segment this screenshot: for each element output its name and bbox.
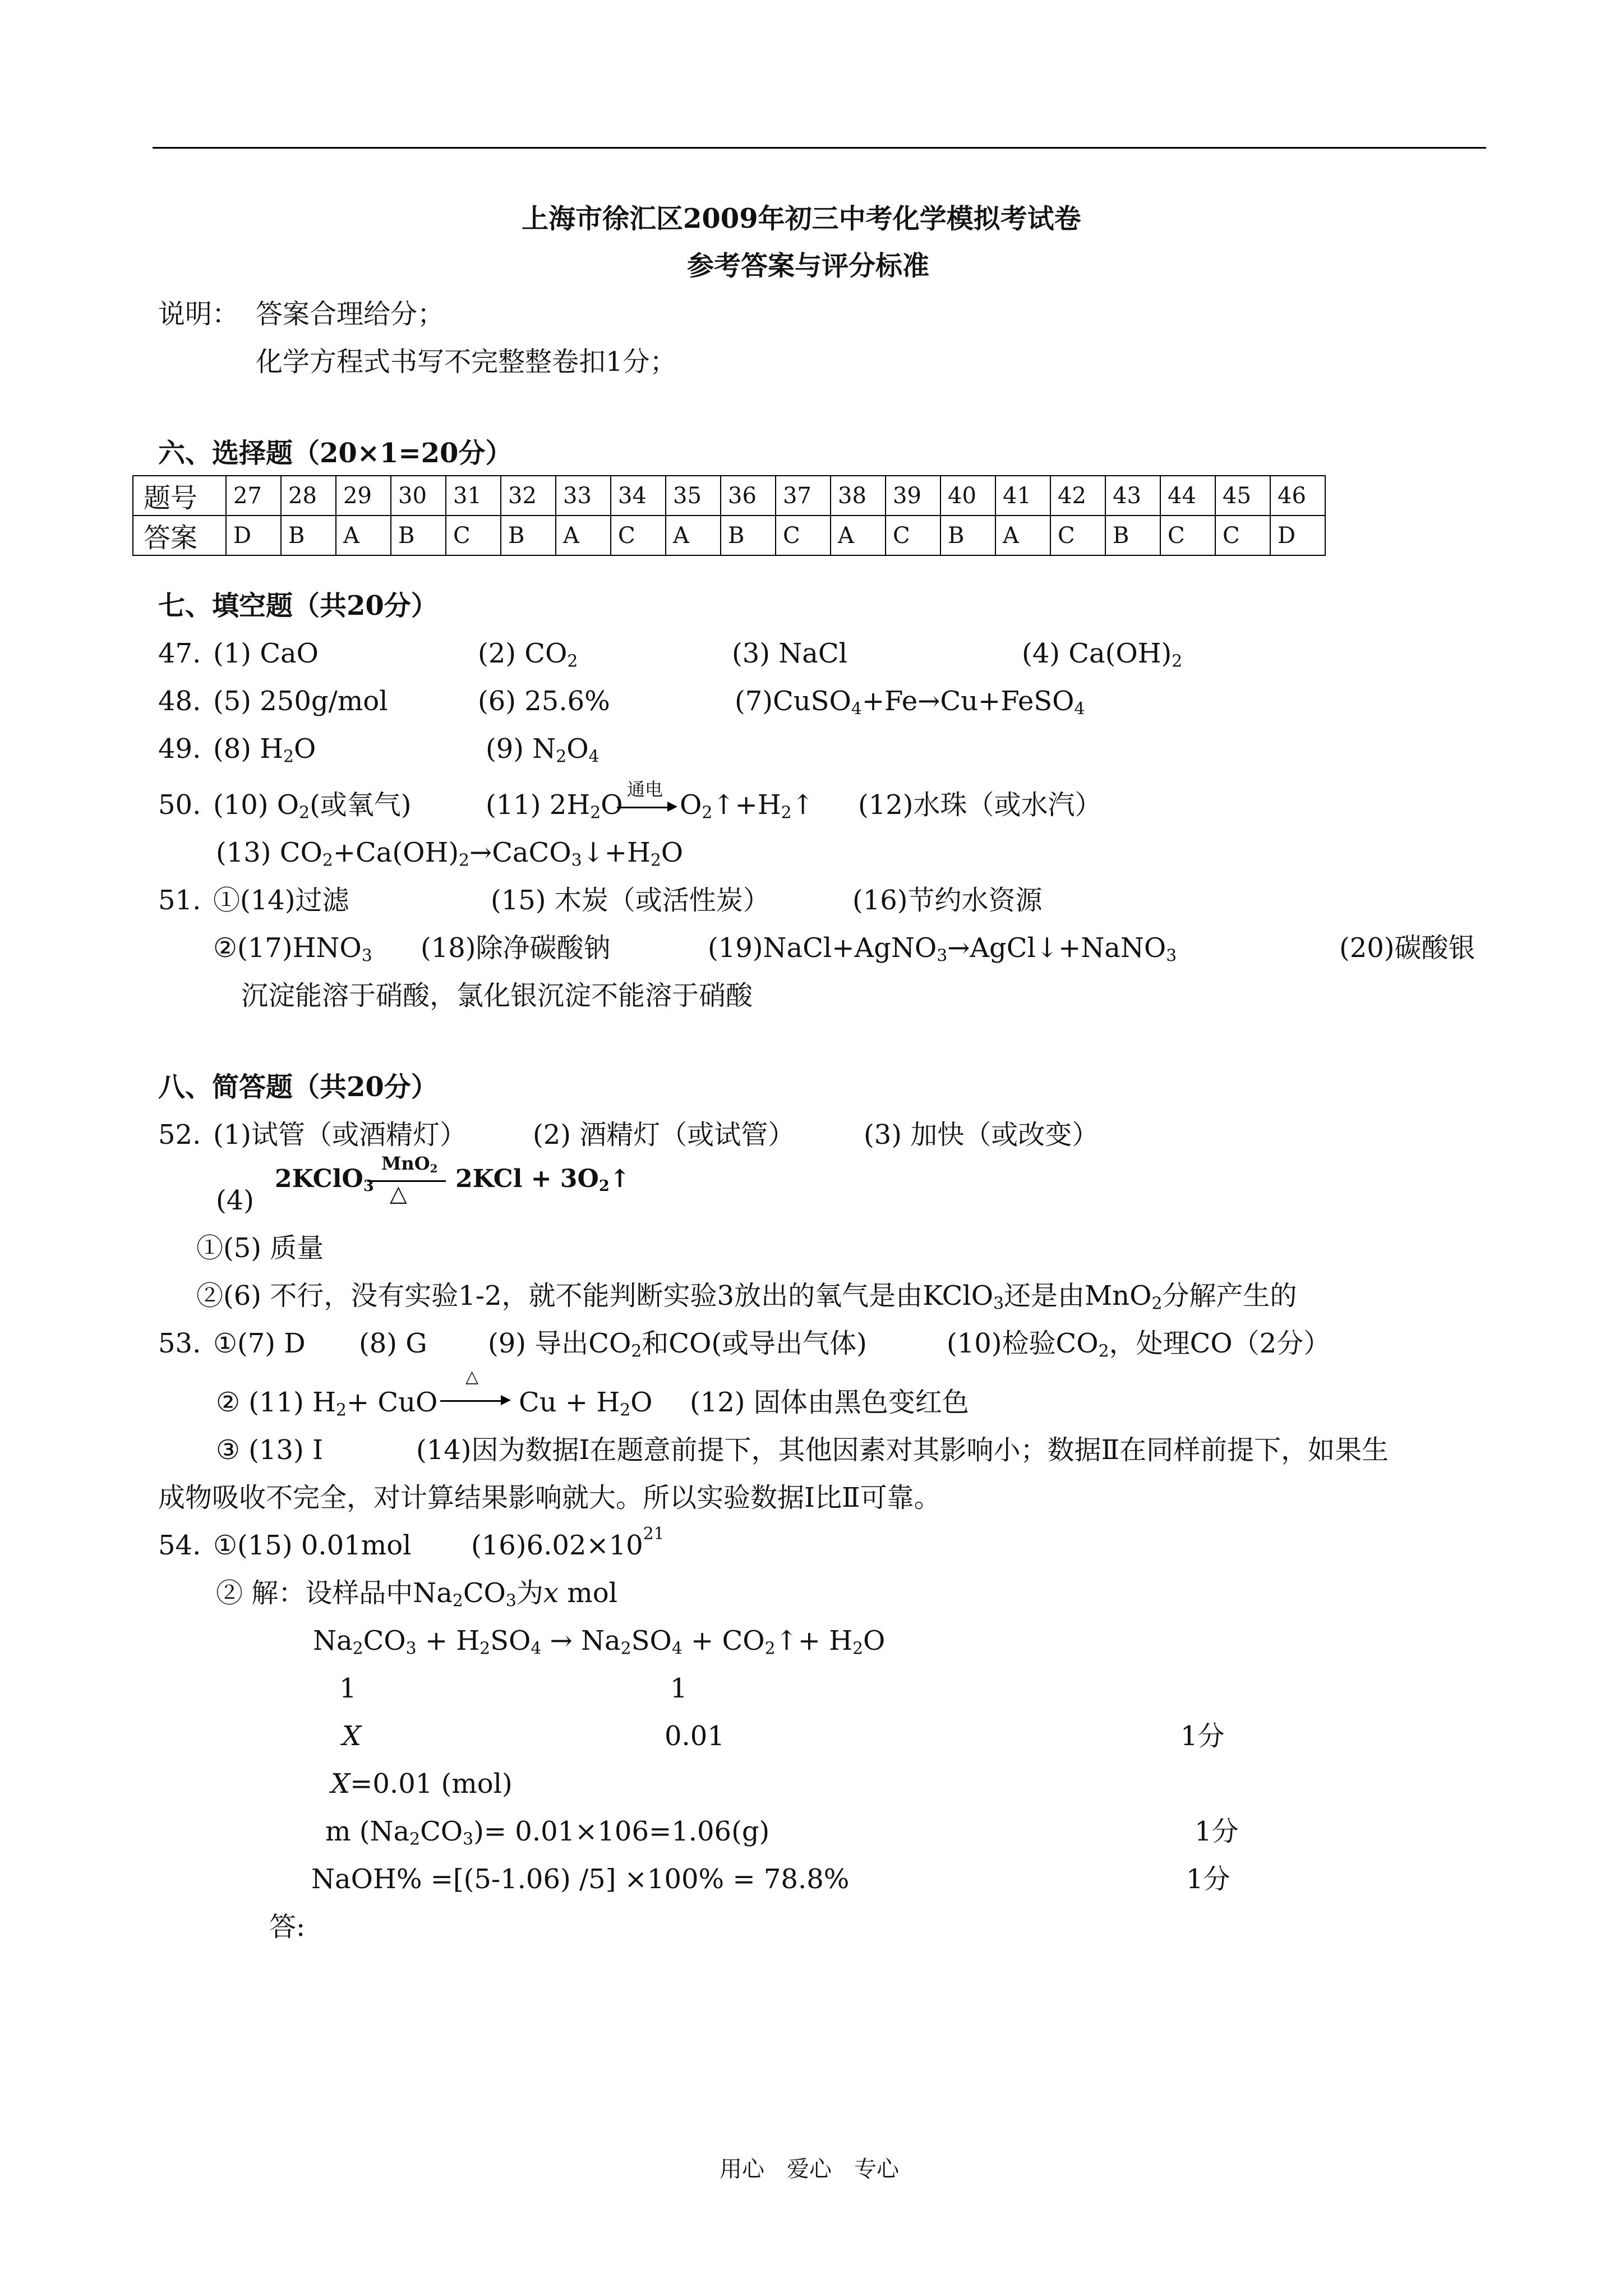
q50-text: O	[680, 789, 702, 821]
q53-answer-11	[216, 1386, 437, 1427]
q50-text: ↑	[791, 789, 814, 821]
subscript: 2	[283, 747, 294, 767]
table-cell: 36	[721, 476, 776, 516]
subscript: 3	[505, 1591, 517, 1611]
subscript: 3	[363, 1176, 374, 1195]
subscript: 3	[1166, 946, 1177, 966]
q54-mass	[325, 1815, 769, 1856]
q54-text: =0.01 (mol)	[350, 1768, 513, 1800]
q54-text: O	[863, 1625, 886, 1657]
row-head-answer: 答案	[133, 516, 226, 555]
q51-answer-14: ①(14)过滤	[213, 885, 349, 916]
q54-text: Na	[581, 1625, 621, 1657]
arrow-icon: →	[947, 932, 970, 964]
table-cell: B	[501, 516, 556, 555]
section-7-heading: 七、填空题（共20分）	[158, 590, 438, 622]
q53-answer-13: ③ (13) I	[216, 1434, 324, 1466]
q49-number: 49.	[158, 733, 201, 765]
section-6-heading: 六、选择题（20×1=20分）	[158, 438, 513, 469]
catalyst-label	[381, 1153, 437, 1175]
table-cell: 39	[886, 476, 940, 516]
ratio-1-right: 1	[670, 1673, 688, 1704]
table-cell: 34	[611, 476, 666, 516]
q50-number: 50.	[158, 789, 201, 821]
table-cell: 44	[1160, 476, 1215, 516]
condition-label: 通电	[627, 779, 663, 800]
arrow-icon	[667, 802, 677, 812]
subscript: 2	[567, 651, 578, 671]
subscript: 2	[322, 850, 333, 871]
q47-answer-2	[478, 637, 578, 678]
table-cell: C	[886, 516, 940, 555]
table-cell: 41	[995, 476, 1050, 516]
q51-answer-18: (18)除净碳酸钠	[421, 932, 611, 964]
table-cell: C	[776, 516, 831, 555]
heat-triangle-icon: △	[465, 1367, 479, 1387]
q54-naoh: NaOH% =[(5-1.06) /5] ×100% = 78.8%	[311, 1864, 850, 1895]
q54-answer-label: 答:	[269, 1911, 306, 1943]
q54-solution-setup	[216, 1576, 617, 1618]
q51-answer-20-cont: 沉淀能溶于硝酸，氯化银沉淀不能溶于硝酸	[241, 980, 753, 1011]
q53-text: O	[630, 1387, 653, 1418]
table-cell: B	[1105, 516, 1160, 555]
table-cell: A	[995, 516, 1050, 555]
q49-text: O	[294, 733, 316, 765]
q47-answer-2-text: (2) CO	[478, 638, 568, 669]
subscript: 2	[479, 1639, 491, 1659]
q48-eq-part: +Fe	[861, 685, 918, 717]
q50-text: (11) 2H	[486, 789, 591, 821]
multiple-choice-table	[132, 475, 1326, 556]
q51-text: AgCl↓+NaNO	[970, 932, 1166, 964]
q53-number: 53.	[158, 1328, 201, 1359]
q54-text: (16)6.02×10	[471, 1530, 643, 1561]
q47-answer-4	[1022, 637, 1182, 678]
q49-answer-9	[486, 732, 599, 774]
table-cell: 40	[940, 476, 995, 516]
subscript: 4	[851, 699, 862, 719]
arrow-icon: →	[917, 685, 940, 717]
section-8-heading: 八、简答题（共20分）	[158, 1071, 438, 1103]
q54-equation	[313, 1624, 885, 1665]
q54-text: m (Na	[325, 1816, 410, 1847]
table-cell: 46	[1270, 476, 1325, 516]
q54-text: CO	[420, 1816, 463, 1847]
arrow-icon: →	[469, 837, 492, 868]
q54-number: 54.	[158, 1530, 201, 1561]
subscript: 2	[650, 850, 661, 871]
note-1: 答案合理给分；	[256, 298, 445, 330]
q53-text: Cu + H	[519, 1387, 620, 1418]
q52-answer-6	[196, 1279, 1297, 1320]
q52-equation-right	[455, 1162, 630, 1203]
table-cell: A	[336, 516, 391, 555]
score-2: 1分	[1195, 1816, 1239, 1847]
q53-answer-7: ①(7) D	[213, 1328, 306, 1359]
subscript: 2	[620, 1639, 631, 1659]
table-cell: 37	[776, 476, 831, 516]
q50-text: +Ca(OH)	[333, 837, 459, 868]
q54-text: )= 0.01×106=1.06(g)	[473, 1816, 770, 1847]
q51-answer-17	[213, 931, 372, 973]
eq-text: MnO	[381, 1153, 430, 1174]
ratio-2-left: X	[342, 1720, 362, 1752]
ratio-2-right: 0.01	[665, 1720, 725, 1752]
score-1: 1分	[1181, 1720, 1225, 1752]
q52-number: 52.	[158, 1119, 201, 1151]
note-2: 化学方程式书写不完整整卷扣1分；	[256, 346, 677, 378]
q50-answer-11	[486, 788, 623, 830]
subscript: 2	[299, 803, 310, 823]
superscript: 21	[643, 1524, 665, 1544]
subscript: 2	[409, 1829, 421, 1849]
q50-text: (10) O	[213, 789, 299, 821]
q50-text: O	[661, 837, 684, 868]
q53-text: (9) 导出CO	[488, 1328, 631, 1359]
subscript: 3	[463, 1829, 474, 1849]
subscript: 2	[1151, 1294, 1163, 1314]
q52-answer-1: (1)试管（或酒精灯）	[213, 1119, 467, 1151]
subscript: 2	[631, 1341, 642, 1361]
q53-answer-14-cont: 成物吸收不完全，对计算结果影响就大。所以实验数据Ⅰ比Ⅱ可靠。	[158, 1482, 941, 1513]
q54-text: + H	[416, 1625, 480, 1657]
table-cell: A	[556, 516, 611, 555]
q51-answer-19	[708, 931, 1177, 973]
table-row	[133, 476, 1325, 516]
variable-x: x	[543, 1577, 559, 1609]
top-rule	[153, 147, 1486, 149]
table-cell: 35	[666, 476, 721, 516]
q50-text: CaCO	[492, 837, 571, 868]
table-cell: 43	[1105, 476, 1160, 516]
table-cell: 27	[226, 476, 281, 516]
q50-text: ↑+H	[712, 789, 781, 821]
q52-answer-4-label: (4)	[216, 1185, 254, 1216]
q52-text: ②(6) 不行，没有实验1-2，就不能判断实验3放出的氧气是由KClO	[196, 1280, 994, 1312]
subscript: 2	[1172, 651, 1183, 671]
q52-equation-left	[275, 1162, 374, 1203]
q49-text: (8) H	[213, 733, 284, 765]
q52-answer-2: (2) 酒精灯（或试管）	[533, 1119, 795, 1151]
subscript: 2	[620, 1400, 631, 1420]
q54-x-value: X=0.01 (mol)	[331, 1768, 513, 1800]
subscript: 2	[590, 803, 601, 823]
subscript: 2	[764, 1639, 776, 1659]
q54-answer-16	[471, 1524, 665, 1562]
q54-text: SO	[490, 1625, 531, 1657]
q52-text: 分解产生的	[1162, 1280, 1297, 1312]
subscript: 2	[852, 1639, 864, 1659]
q54-text: CO	[363, 1625, 406, 1657]
table-row	[133, 516, 1325, 555]
q52-answer-3: (3) 加快（或改变）	[864, 1119, 1099, 1151]
table-cell: 42	[1050, 476, 1105, 516]
eq-text: 2KClO	[275, 1165, 363, 1193]
q51-text: (19)NaCl+AgNO	[708, 932, 937, 964]
subscript: 4	[671, 1639, 683, 1659]
table-cell: 38	[831, 476, 886, 516]
q50-products	[680, 788, 814, 830]
q48-answer-7	[735, 684, 1085, 726]
table-cell: 31	[446, 476, 501, 516]
q53-answer-14: (14)因为数据Ⅰ在题意前提下，其他因素对其影响小；数据Ⅱ在同样前提下，如果生	[416, 1434, 1389, 1466]
q54-text: mol	[567, 1577, 617, 1609]
table-cell: A	[831, 516, 886, 555]
q53-answer-8: (8) G	[359, 1328, 427, 1359]
table-cell: 33	[556, 476, 611, 516]
q54-text: + CO	[682, 1625, 765, 1657]
subscript: 2	[781, 803, 792, 823]
eq-text: 2KCl + 3O	[455, 1165, 599, 1193]
q52-answer-5: ①(5) 质量	[196, 1232, 324, 1264]
row-head-number: 题号	[133, 476, 226, 516]
table-cell: B	[940, 516, 995, 555]
q50-answer-10	[213, 788, 412, 830]
q50-text: ↓+H	[582, 837, 651, 868]
table-cell: 45	[1215, 476, 1270, 516]
table-cell: A	[666, 516, 721, 555]
q47-answer-3: (3) NaCl	[732, 638, 847, 669]
q53-text: + CuO	[346, 1387, 438, 1418]
table-cell: C	[1160, 516, 1215, 555]
subscript: 2	[556, 747, 567, 767]
q50-text: (13) CO	[216, 837, 322, 868]
q48-eq-part: Cu+FeSO	[940, 685, 1075, 717]
heat-triangle-icon: △	[390, 1181, 407, 1207]
q48-answer-6: (6) 25.6%	[478, 685, 610, 717]
q48-number: 48.	[158, 685, 201, 717]
q47-number: 47.	[158, 638, 201, 669]
q54-text: CO	[463, 1577, 506, 1609]
subscript: 2	[702, 803, 713, 823]
subscript: 2	[430, 1161, 438, 1175]
q53-text: 和CO(或导出气体)	[642, 1328, 867, 1359]
table-cell: 30	[391, 476, 446, 516]
table-cell: 28	[281, 476, 336, 516]
q50-answer-13	[216, 836, 683, 877]
q54-text: 为	[516, 1577, 543, 1609]
table-cell: B	[721, 516, 776, 555]
q50-text: O	[601, 789, 623, 821]
title-sub: 参考答案与评分标准	[687, 250, 930, 282]
q51-answer-15: (15) 木炭（或活性炭）	[491, 885, 770, 916]
subscript: 2	[1098, 1341, 1109, 1361]
q54-text: SO	[631, 1625, 672, 1657]
table-cell: B	[281, 516, 336, 555]
q48-answer-5: (5) 250g/mol	[213, 685, 388, 717]
eq-text: ↑	[609, 1165, 630, 1193]
ratio-1-left: 1	[339, 1673, 357, 1704]
q51-answer-20: (20)碳酸银	[1339, 932, 1476, 964]
q51-text: ②(17)HNO	[213, 932, 362, 964]
q48-eq-part: (7)CuSO	[735, 685, 851, 717]
subscript: 3	[405, 1639, 417, 1659]
subscript: 4	[1074, 699, 1085, 719]
q47-answer-4-text: (4) Ca(OH)	[1022, 638, 1172, 669]
table-cell: 29	[336, 476, 391, 516]
subscript: 3	[937, 946, 948, 966]
q53-products	[519, 1386, 653, 1427]
subscript: 2	[459, 850, 469, 871]
subscript: 2	[452, 1591, 463, 1611]
q52-text: 还是由MnO	[1004, 1280, 1152, 1312]
subscript: 3	[993, 1294, 1004, 1314]
q50-text: (或氧气)	[310, 789, 412, 821]
q51-answer-16: (16)节约水资源	[852, 885, 1043, 916]
q49-text: (9) N	[486, 733, 556, 765]
note-label: 说明：	[158, 298, 239, 330]
reaction-arrow	[617, 807, 668, 808]
reaction-arrow	[440, 1400, 502, 1402]
subscript: 4	[588, 747, 600, 767]
subscript: 4	[531, 1639, 542, 1659]
q54-text: ② 解：设样品中Na	[216, 1577, 453, 1609]
q53-text: ，处理CO（2分）	[1109, 1328, 1331, 1359]
subscript: 2	[335, 1400, 347, 1420]
q54-answer-15: ①(15) 0.01mol	[213, 1530, 412, 1561]
table-cell: C	[1215, 516, 1270, 555]
subscript: 2	[352, 1639, 363, 1659]
q47-answer-1: (1) CaO	[213, 638, 319, 669]
title-main: 上海市徐汇区2009年初三中考化学模拟考试卷	[522, 203, 1081, 234]
subscript: 2	[598, 1176, 610, 1195]
table-cell: D	[1270, 516, 1325, 555]
score-3: 1分	[1186, 1864, 1230, 1895]
q53-answer-10	[947, 1327, 1330, 1368]
q53-answer-9	[488, 1327, 867, 1368]
page-footer: 用心 爱心 专心	[720, 2156, 899, 2182]
q54-text: ↑+ H	[775, 1625, 853, 1657]
q51-number: 51.	[158, 885, 201, 916]
table-cell: D	[226, 516, 281, 555]
table-cell: B	[391, 516, 446, 555]
q49-text: O	[566, 733, 589, 765]
subscript: 3	[571, 850, 582, 871]
arrow-icon	[501, 1395, 511, 1405]
q50-answer-12: (12)水珠（或水汽）	[858, 789, 1102, 821]
q53-answer-12: (12) 固体由黑色变红色	[690, 1387, 969, 1418]
table-cell: C	[611, 516, 666, 555]
table-cell: 32	[501, 476, 556, 516]
q53-text: (10)检验CO	[947, 1328, 1099, 1359]
arrow-icon: →	[550, 1625, 582, 1657]
table-cell: C	[446, 516, 501, 555]
q53-text: ② (11) H	[216, 1387, 336, 1418]
q49-answer-8	[213, 732, 316, 774]
table-cell: C	[1050, 516, 1105, 555]
subscript: 3	[361, 946, 372, 966]
q54-text: Na	[313, 1625, 353, 1657]
